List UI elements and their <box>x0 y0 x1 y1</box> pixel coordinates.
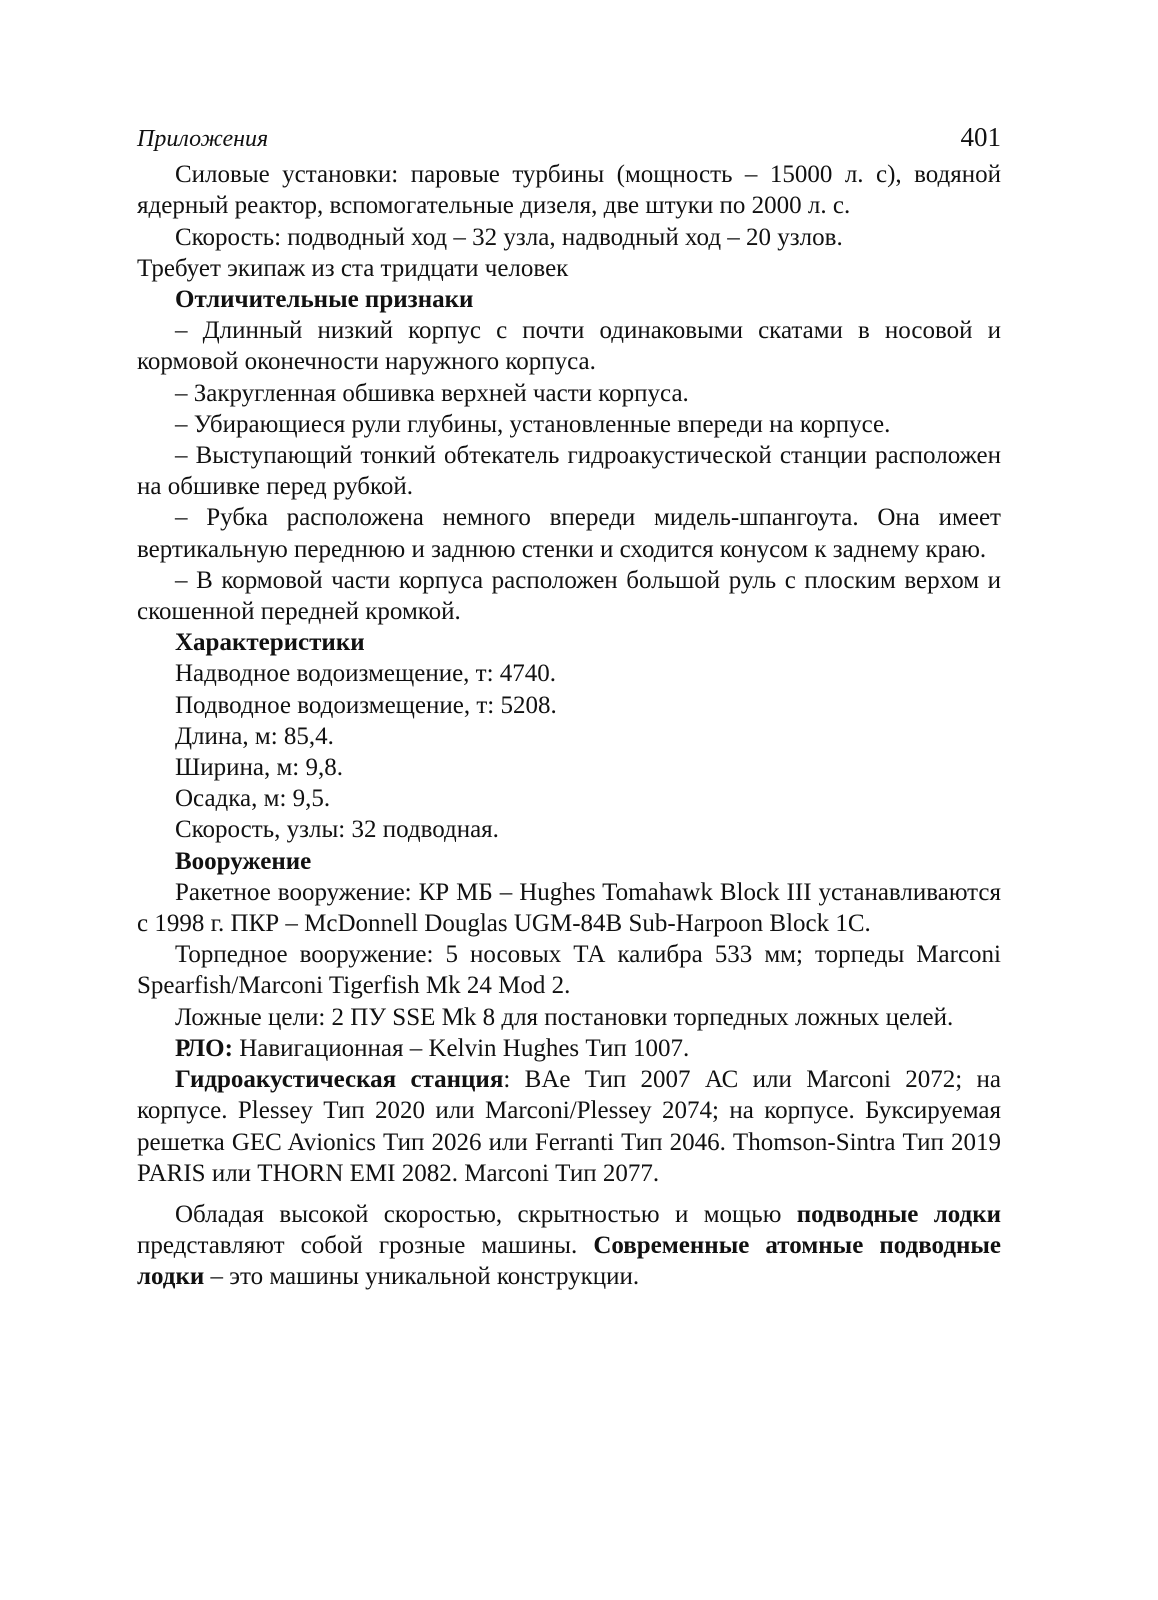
closing-bold-2: Современные атомные подводные лодки <box>137 1232 1001 1291</box>
closing-bold-1: подводные лодки <box>796 1200 1002 1228</box>
crew-paragraph: Требует экипаж из ста тридцати человек <box>137 254 569 282</box>
radar-text: Навигационная – Kelvin Hughes Тип 1007. <box>232 1034 690 1062</box>
spec-item: Подводное водоизмещение, т: 5208. <box>175 691 557 719</box>
feature-item: – Убирающиеся рули глубины, установленные впереди на корпусе. <box>175 410 891 438</box>
armament-heading: Вооружение <box>175 847 312 875</box>
torpedo-paragraph: Торпедное вооружение: 5 носовых ТА калибра 533 мм; торпеды Marconi Spearfish/Marconi Tigerfish Mk 24 Mod 2. <box>137 941 1001 1000</box>
spec-item: Скорость, узлы: 32 подводная. <box>175 816 499 844</box>
running-head <box>137 122 1001 155</box>
spec-item: Длина, м: 85,4. <box>175 722 334 750</box>
spec-item: Ширина, м: 9,8. <box>175 754 343 782</box>
sonar-label: Гидроакустическая станция <box>175 1066 504 1094</box>
sonar-text: : BAe Тип 2007 АС или Marconi 2072; на корпусе. Plessey Тип 2020 или Marconi/Plessey 2074; на корпусе. Буксируемая решетка GEC Avionics Тип 2026 или Ferranti Тип 2046. Thomson-Sintra Тип 2019 PARIS или THORN EMI 2082. Marconi Тип 2077. <box>137 1066 1001 1187</box>
specs-heading: Характеристики <box>175 629 365 657</box>
radar-label: РЛО: <box>175 1034 233 1062</box>
missile-paragraph: Ракетное вооружение: КР МБ – Hughes Tomahawk Block III устанавливаются с 1998 г. ПКР – McDonnell Douglas UGM-84B Sub-Harpoon Block 1C. <box>137 878 1001 938</box>
feature-item: – Выступающий тонкий обтекатель гидроакустической станции расположен на обшивке перед рубкой. <box>137 442 1001 501</box>
radar-paragraph <box>137 1033 1001 1064</box>
decoys-paragraph: Ложные цели: 2 ПУ SSE Mk 8 для постановки торпедных ложных целей. <box>175 1003 954 1031</box>
book-page <box>137 122 1001 1293</box>
features-heading: Отличительные признаки <box>175 286 474 314</box>
power-plant-paragraph: Силовые установки: паровые турбины (мощность – 15000 л. с), водяной ядерный реактор, вспомогательные дизеля, две штуки по 2000 л. с. <box>137 161 1001 220</box>
spec-item: Надводное водоизмещение, т: 4740. <box>175 660 557 688</box>
closing-paragraph <box>137 1199 1001 1293</box>
speed-paragraph: Скорость: подводный ход – 32 узла, надводный ход – 20 узлов. <box>175 223 843 251</box>
spec-item: Осадка, м: 9,5. <box>175 785 331 813</box>
feature-item: – В кормовой части корпуса расположен большой руль с плоским верхом и скошенной передней кромкой. <box>137 566 1001 626</box>
feature-item: – Рубка расположена немного впереди мидель-шпангоута. Она имеет вертикальную переднюю и заднюю стенки и сходится конусом к заднему краю. <box>137 504 1001 563</box>
closing-text-1: Обладая высокой скоростью, скрытностью и мощью <box>175 1200 797 1228</box>
page-number: 401 <box>960 122 1001 152</box>
feature-item: – Закругленная обшивка верхней части корпуса. <box>175 379 689 407</box>
closing-text-2: представляют собой грозные машины. <box>137 1232 594 1260</box>
section-title: Приложения <box>137 126 269 152</box>
paragraph-gap <box>137 1189 1001 1199</box>
closing-text-3: – это машины уникальной конструкции. <box>204 1263 640 1291</box>
feature-item: – Длинный низкий корпус с почти одинаковыми скатами в носовой и кормовой оконечности наружного корпуса. <box>137 317 1001 376</box>
sonar-paragraph <box>137 1064 1001 1189</box>
